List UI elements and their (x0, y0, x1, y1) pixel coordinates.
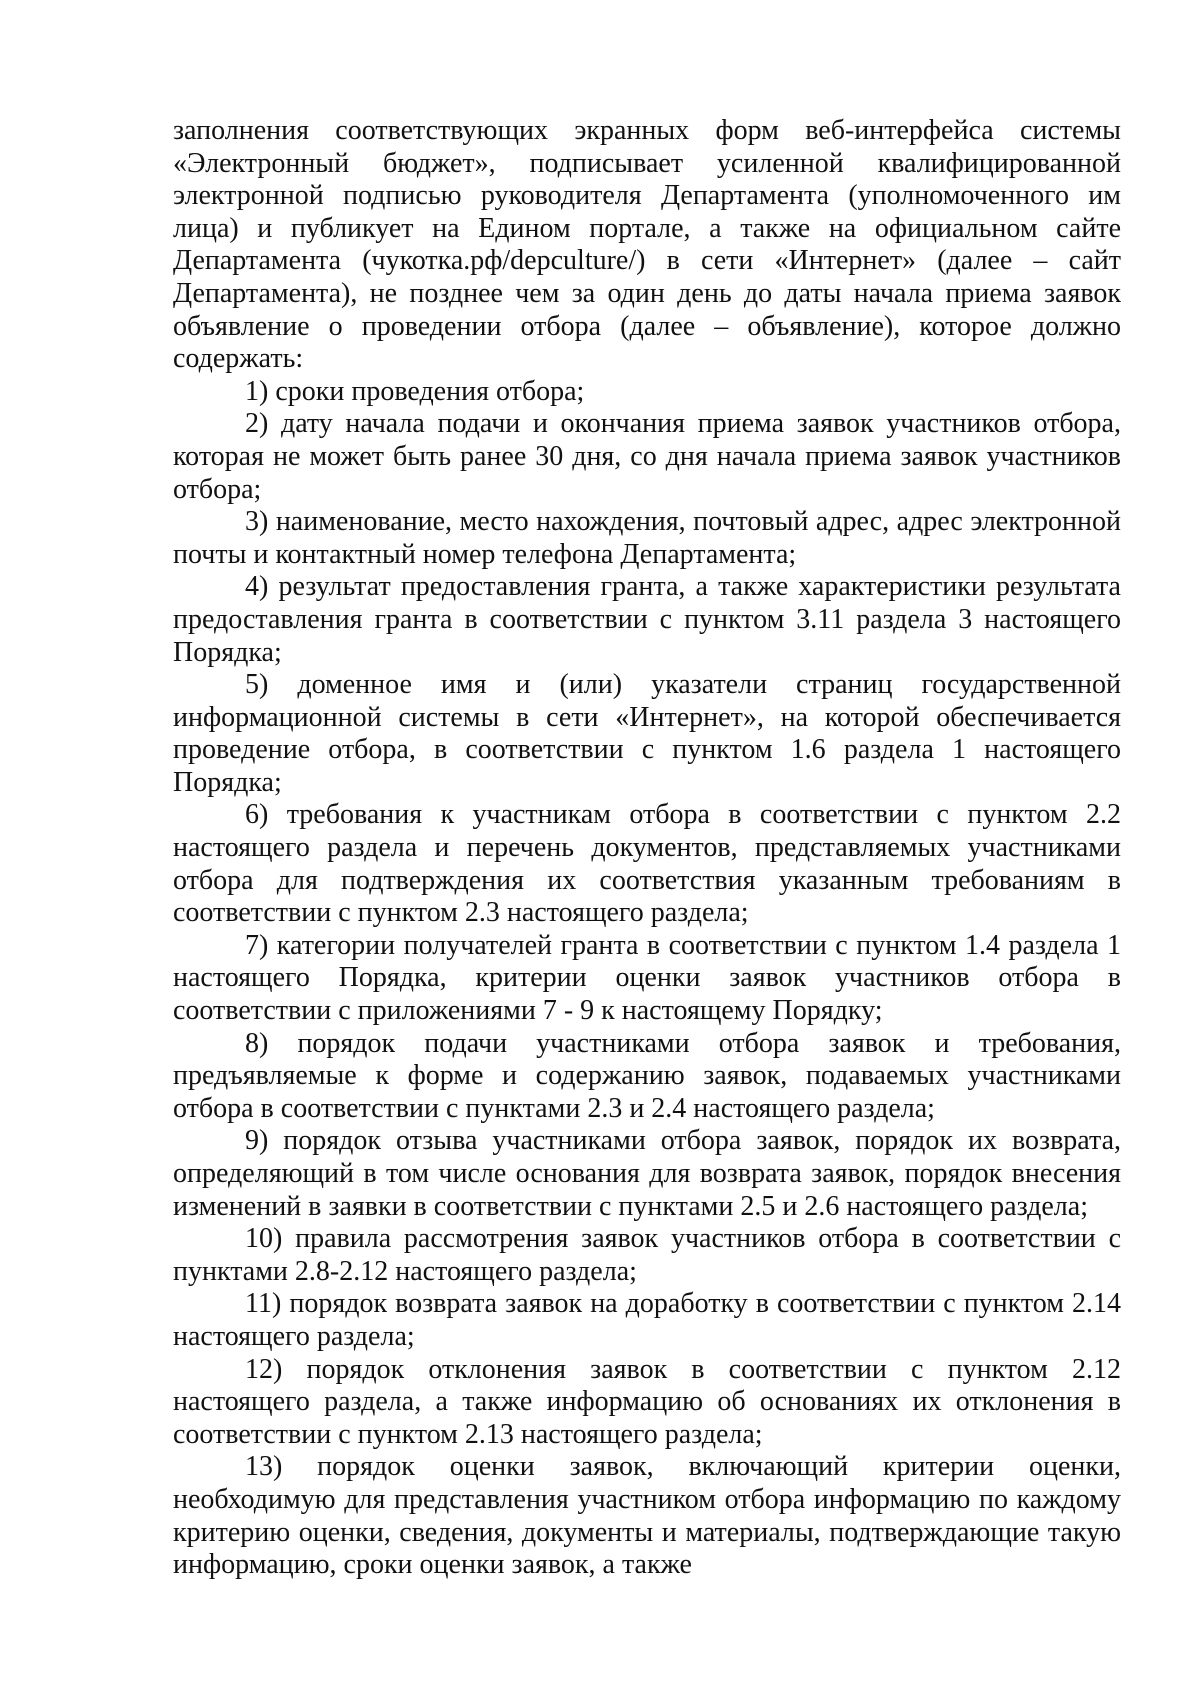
list-item-4: 4) результат предоставления гранта, а также характеристики результата предоставления гранта в соответствии с пунктом 3.11 раздела 3 настоящего Порядка; (173, 571, 1121, 668)
list-item-10: 10) правила рассмотрения заявок участников отбора в соответствии с пунктами 2.8-2.12 настоящего раздела; (173, 1223, 1121, 1287)
paragraph-continuation: заполнения соответствующих экранных форм веб-интерфейса системы «Электронный бюджет», подписывает усиленной квалифицированной электронной подписью руководителя Департамента (уполномоченного им лица) и публикует на Едином портале, а также на официальном сайте Департамента (чукотка.рф/depculture/) в сети «Интернет» (далее – сайт Департамента), не позднее чем за один день до даты начала приема заявок объявление о проведении отбора (далее – объявление), которое должно содержать: (173, 115, 1121, 375)
list-item-5: 5) доменное имя и (или) указатели страниц государственной информационной системы в сети «Интернет», на которой обеспечивается проведение отбора, в соответствии с пунктом 1.6 раздела 1 настоящего Порядка; (173, 669, 1121, 798)
list-item-6: 6) требования к участникам отбора в соответствии с пунктом 2.2 настоящего раздела и перечень документов, представляемых участниками отбора для подтверждения их соответствия указанным требованиям в соответствии с пунктом 2.3 настоящего раздела; (173, 799, 1121, 929)
list-item-1: 1) сроки проведения отбора; (245, 375, 585, 407)
list-item-13: 13) порядок оценки заявок, включающий критерии оценки, необходимую для представления участником отбора информацию по каждому критерию оценки, сведения, документы и материалы, подтверждающие такую информацию, сроки оценки заявок, а также (173, 1451, 1121, 1581)
list-item-2: 2) дату начала подачи и окончания приема заявок участников отбора, которая не может быть ранее 30 дня, со дня начала приема заявок участников отбора; (173, 408, 1121, 505)
list-item-8: 8) порядок подачи участниками отбора заявок и требования, предъявляемые к форме и содержанию заявок, подаваемых участниками отбора в соответствии с пунктами 2.3 и 2.4 настоящего раздела; (173, 1027, 1121, 1124)
list-item-7: 7) категории получателей гранта в соответствии с пунктом 1.4 раздела 1 настоящего Порядка, критерии оценки заявок участников отбора в соответствии с приложениями 7 - 9 к настоящему Порядку; (173, 929, 1121, 1027)
document-body (173, 115, 1121, 1582)
list-item-9: 9) порядок отзыва участниками отбора заявок, порядок их возврата, определяющий в том числе основания для возврата заявок, порядок внесения изменений в заявки в соответствии с пунктами 2.5 и 2.6 настоящего раздела; (173, 1125, 1121, 1222)
list-item-11: 11) порядок возврата заявок на доработку в соответствии с пунктом 2.14 настоящего раздела; (173, 1288, 1121, 1352)
list-item-12: 12) порядок отклонения заявок в соответствии с пунктом 2.12 настоящего раздела, а также информацию об основаниях их отклонения в соответствии с пунктом 2.13 настоящего раздела; (173, 1353, 1121, 1450)
list-item-3: 3) наименование, место нахождения, почтовый адрес, адрес электронной почты и контактный номер телефона Департамента; (173, 506, 1121, 570)
